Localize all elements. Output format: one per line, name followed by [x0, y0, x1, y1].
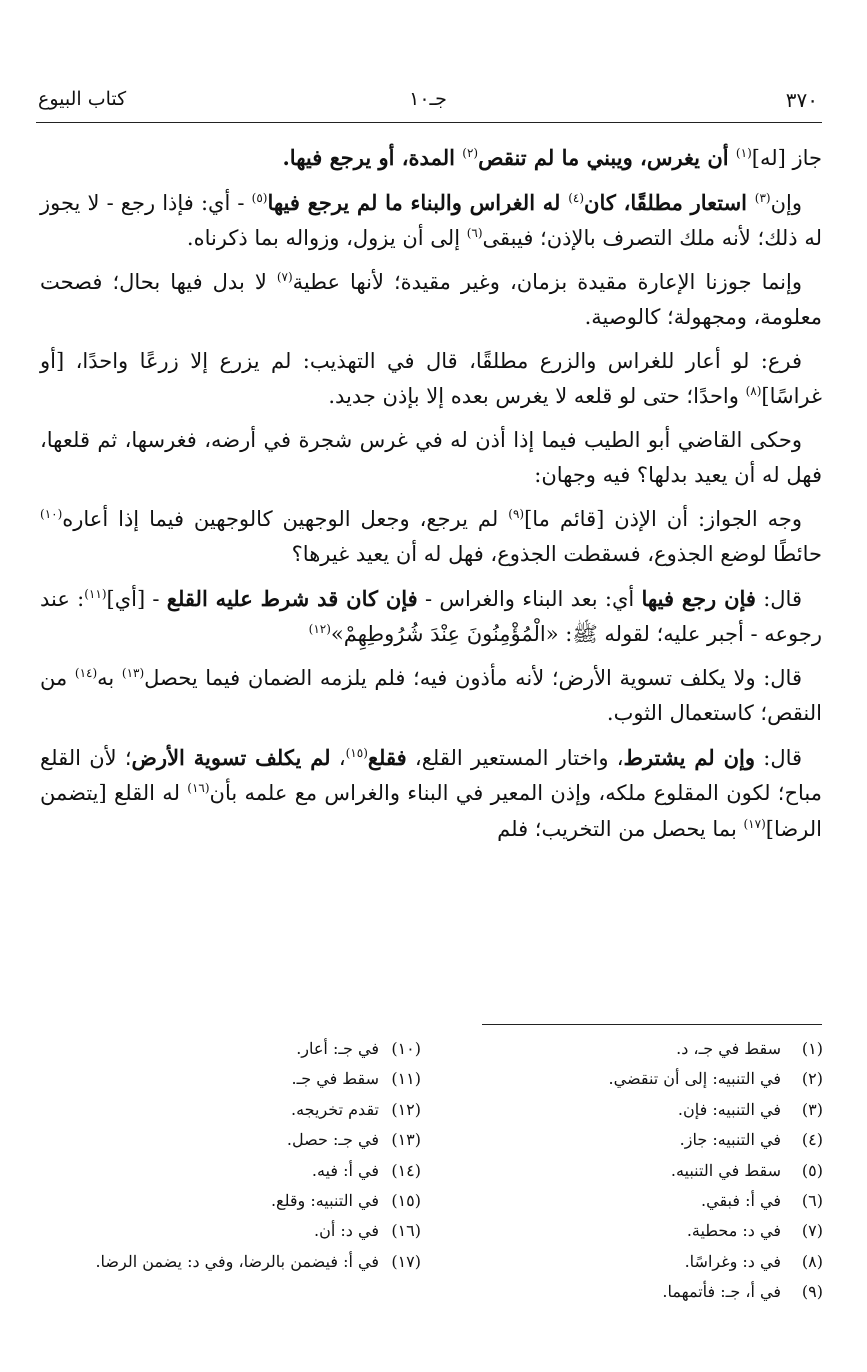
footnote-number: (٦): [801, 1191, 823, 1211]
paragraph-5: [40, 423, 822, 494]
footnote-item: [483, 1277, 823, 1307]
footnote-text: في جـ: أعار.: [296, 1039, 379, 1058]
footnote-item: [483, 1095, 823, 1125]
text-span: المدة، أو يرجع فيها.: [282, 145, 463, 170]
footnotes-left-column: [43, 1034, 421, 1277]
footnote-text: سقط في جـ.: [291, 1069, 379, 1089]
text-span: قال:: [755, 745, 803, 770]
footnote-text: في التنبيه: وقلع.: [270, 1191, 379, 1211]
main-text: [40, 140, 822, 855]
footnote-ref[interactable]: (٤): [568, 190, 585, 205]
running-header: [38, 88, 818, 120]
text-span: - [أي]: [106, 586, 167, 611]
footnote-number: (١٤): [391, 1160, 421, 1180]
footnote-text: تقدم تخريجه.: [291, 1099, 379, 1119]
paragraph-2: [40, 185, 822, 257]
footnote-item: [43, 1125, 421, 1155]
text-span: وإنما جوزنا الإعارة مقيدة بزمان، وغير مقيدة؛ لأنها عطية: [292, 269, 802, 294]
text-span: وإن لم يشترط: [623, 744, 755, 770]
footnote-item: [483, 1156, 823, 1186]
text-span: ، واختار المستعير القلع،: [406, 745, 624, 770]
footnote-text: في التنبيه: فإن.: [677, 1099, 781, 1119]
footnote-ref[interactable]: (١): [735, 146, 752, 160]
footnote-item: [483, 1216, 823, 1246]
footnote-number: (٥): [801, 1160, 823, 1180]
text-span: فرع: لو أعار للغراس والزرع مطلقًا، قال في التهذيب: لم يزرع إلا زرعًا واحدًا، [أو غراسًا]: [40, 348, 822, 408]
paragraph-1: [40, 140, 822, 177]
footnote-ref[interactable]: (٩): [508, 506, 525, 521]
footnote-ref[interactable]: (٦): [466, 226, 483, 240]
text-span: ؛ لأن القلع مباح؛ لكون المقلوع ملكه، وإذن المعير في البناء والغراس مع علمه بأن: [40, 745, 822, 805]
footnote-number: (٢): [801, 1069, 823, 1089]
text-span: أي: بعد البناء والغراس -: [417, 586, 642, 611]
footnote-ref[interactable]: (١٦): [187, 781, 210, 795]
footnote-text: في التنبيه: جاز.: [679, 1130, 781, 1150]
text-span: حائطًا لوضع الجذوع، فسقطت الجذوع، فهل له أن يعيد غيرها؟: [291, 542, 822, 566]
footnote-text: سقط في التنبيه.: [670, 1160, 781, 1180]
footnote-text: في د: محطية.: [686, 1221, 781, 1241]
text-span: وجه الجواز: أن الإذن [قائم ما]: [524, 506, 802, 531]
text-span: استعار مطلقًا، كان: [584, 189, 755, 215]
text-span: فقلع: [367, 744, 407, 770]
footnote-text: في د: وغراسًا.: [684, 1251, 781, 1271]
paragraph-4: [40, 344, 822, 415]
paragraph-6: [40, 502, 822, 573]
text-span: واحدًا؛ حتى لو قلعه لا يغرس بعده إلا بإذن جديد.: [328, 384, 746, 408]
footnote-item: [43, 1064, 421, 1094]
header-rule: [36, 122, 822, 123]
paragraph-7: [40, 581, 822, 653]
footnote-number: (١١): [391, 1069, 421, 1089]
footnote-ref[interactable]: (٨): [745, 384, 762, 398]
footnote-number: (١٢): [391, 1099, 421, 1119]
footnote-number: (٨): [801, 1251, 823, 1271]
footnote-item: [483, 1125, 823, 1155]
footnote-ref[interactable]: (١٣): [121, 665, 145, 680]
text-span: لا بدل فيها بحال؛ فصحت معلومة، ومجهولة؛ كالوصية.: [40, 269, 822, 329]
text-span: بما يحصل من التخريب؛ فلم: [497, 816, 744, 841]
footnote-number: (١٦): [391, 1221, 421, 1241]
footnote-ref[interactable]: (١١): [84, 586, 107, 601]
footnote-item: [483, 1186, 823, 1216]
footnotes-right-column: [483, 1034, 823, 1308]
footnote-item: [483, 1034, 823, 1064]
footnote-ref[interactable]: (٧): [276, 269, 293, 284]
footnote-ref[interactable]: (١٥): [345, 745, 368, 760]
footnote-ref[interactable]: (٢): [462, 146, 479, 160]
footnote-item: [43, 1095, 421, 1125]
footnote-ref[interactable]: (١٤): [74, 665, 98, 680]
text-span: وحكى القاضي أبو الطيب فيما إذا أذن له في غرس شجرة في أرضه، فغرسها، ثم قلعها، فهل له أن يعيد بدلها؟ فيه وجهان:: [40, 427, 822, 487]
text-span: جاز [له]: [751, 146, 822, 170]
footnote-ref[interactable]: (١٧): [743, 816, 766, 831]
text-span: - أي: فإذا رجع - لا يجوز له ذلك؛ لأنه ملك التصرف بالإذن؛ فيبقى: [40, 190, 822, 250]
footnote-number: (١٣): [391, 1130, 421, 1150]
footnote-ref[interactable]: (١٢): [308, 622, 331, 636]
text-span: إلى أن يزول، وزواله بما ذكرناه.: [186, 226, 467, 250]
footnote-text: في أ: فيه.: [311, 1160, 379, 1180]
paragraph-9: [40, 740, 822, 848]
page-number: ٣٧٠: [785, 88, 818, 112]
footnote-ref[interactable]: (١٠): [40, 506, 63, 521]
text-span: أن يغرس، ويبني ما لم تنقص: [478, 145, 736, 170]
footnote-item: [483, 1064, 823, 1094]
footnote-item: [483, 1247, 823, 1277]
paragraph-8: [40, 661, 822, 732]
footnote-rule: [482, 1024, 822, 1025]
footnote-number: (١٧): [391, 1251, 421, 1271]
footnote-number: (٩): [801, 1282, 823, 1302]
text-span: لم يرجع، وجعل الوجهين كالوجهين فيما إذا أعاره: [62, 506, 509, 531]
book-title: كتاب البيوع: [38, 88, 127, 110]
footnote-text: في أ، جـ: فأتمهما.: [662, 1282, 781, 1302]
volume-label: جـ١٠: [409, 88, 447, 110]
footnote-item: [43, 1186, 421, 1216]
footnote-number: (١): [801, 1039, 823, 1058]
footnote-text: في جـ: حصل.: [286, 1130, 379, 1150]
footnote-item: [43, 1156, 421, 1186]
footnote-item: [43, 1216, 421, 1246]
text-span: قال:: [755, 586, 802, 611]
footnote-number: (٤): [801, 1130, 823, 1150]
footnote-number: (١٠): [391, 1039, 421, 1058]
footnote-text: في د: أن.: [314, 1221, 379, 1241]
text-span: به: [97, 665, 122, 690]
footnote-item: [43, 1034, 421, 1064]
text-span: له الغراس والبناء ما لم يرجع فيها: [267, 189, 569, 215]
text-span: فإن رجع فيها: [641, 585, 756, 611]
footnote-item: [43, 1247, 421, 1277]
footnote-number: (٧): [801, 1221, 823, 1241]
footnote-text: سقط في جـ، د.: [676, 1039, 781, 1058]
text-span: وإن: [770, 190, 803, 215]
text-span: ،: [330, 745, 346, 770]
paragraph-3: [40, 265, 822, 336]
text-span: فإن كان قد شرط عليه القلع: [166, 585, 418, 611]
text-span: من النقص؛ كاستعمال الثوب.: [40, 665, 822, 725]
footnote-number: (٣): [801, 1099, 823, 1119]
footnote-ref[interactable]: (٥): [251, 190, 268, 205]
text-span: قال: ولا يكلف تسوية الأرض؛ لأنه مأذون فيه؛ فلم يلزمه الضمان فيما يحصل: [144, 665, 802, 690]
footnote-text: في أ: فيضمن بالرضا، وفي د: يضمن الرضا.: [95, 1251, 379, 1271]
text-span: : عند رجوعه - أجبر عليه؛ لقوله ﷺ: «الْمُؤْمِنُونَ عِنْدَ شُرُوطِهِمْ»: [40, 586, 822, 646]
footnote-text: في التنبيه: إلى أن تنقضي.: [608, 1069, 781, 1089]
text-span: لم يكلف تسوية الأرض: [131, 744, 331, 770]
footnote-text: في أ: فبقي.: [701, 1191, 781, 1211]
footnote-number: (١٥): [391, 1191, 421, 1211]
text-span: له القلع [يتضمن الرضا]: [40, 781, 822, 841]
footnote-ref[interactable]: (٣): [754, 190, 771, 205]
